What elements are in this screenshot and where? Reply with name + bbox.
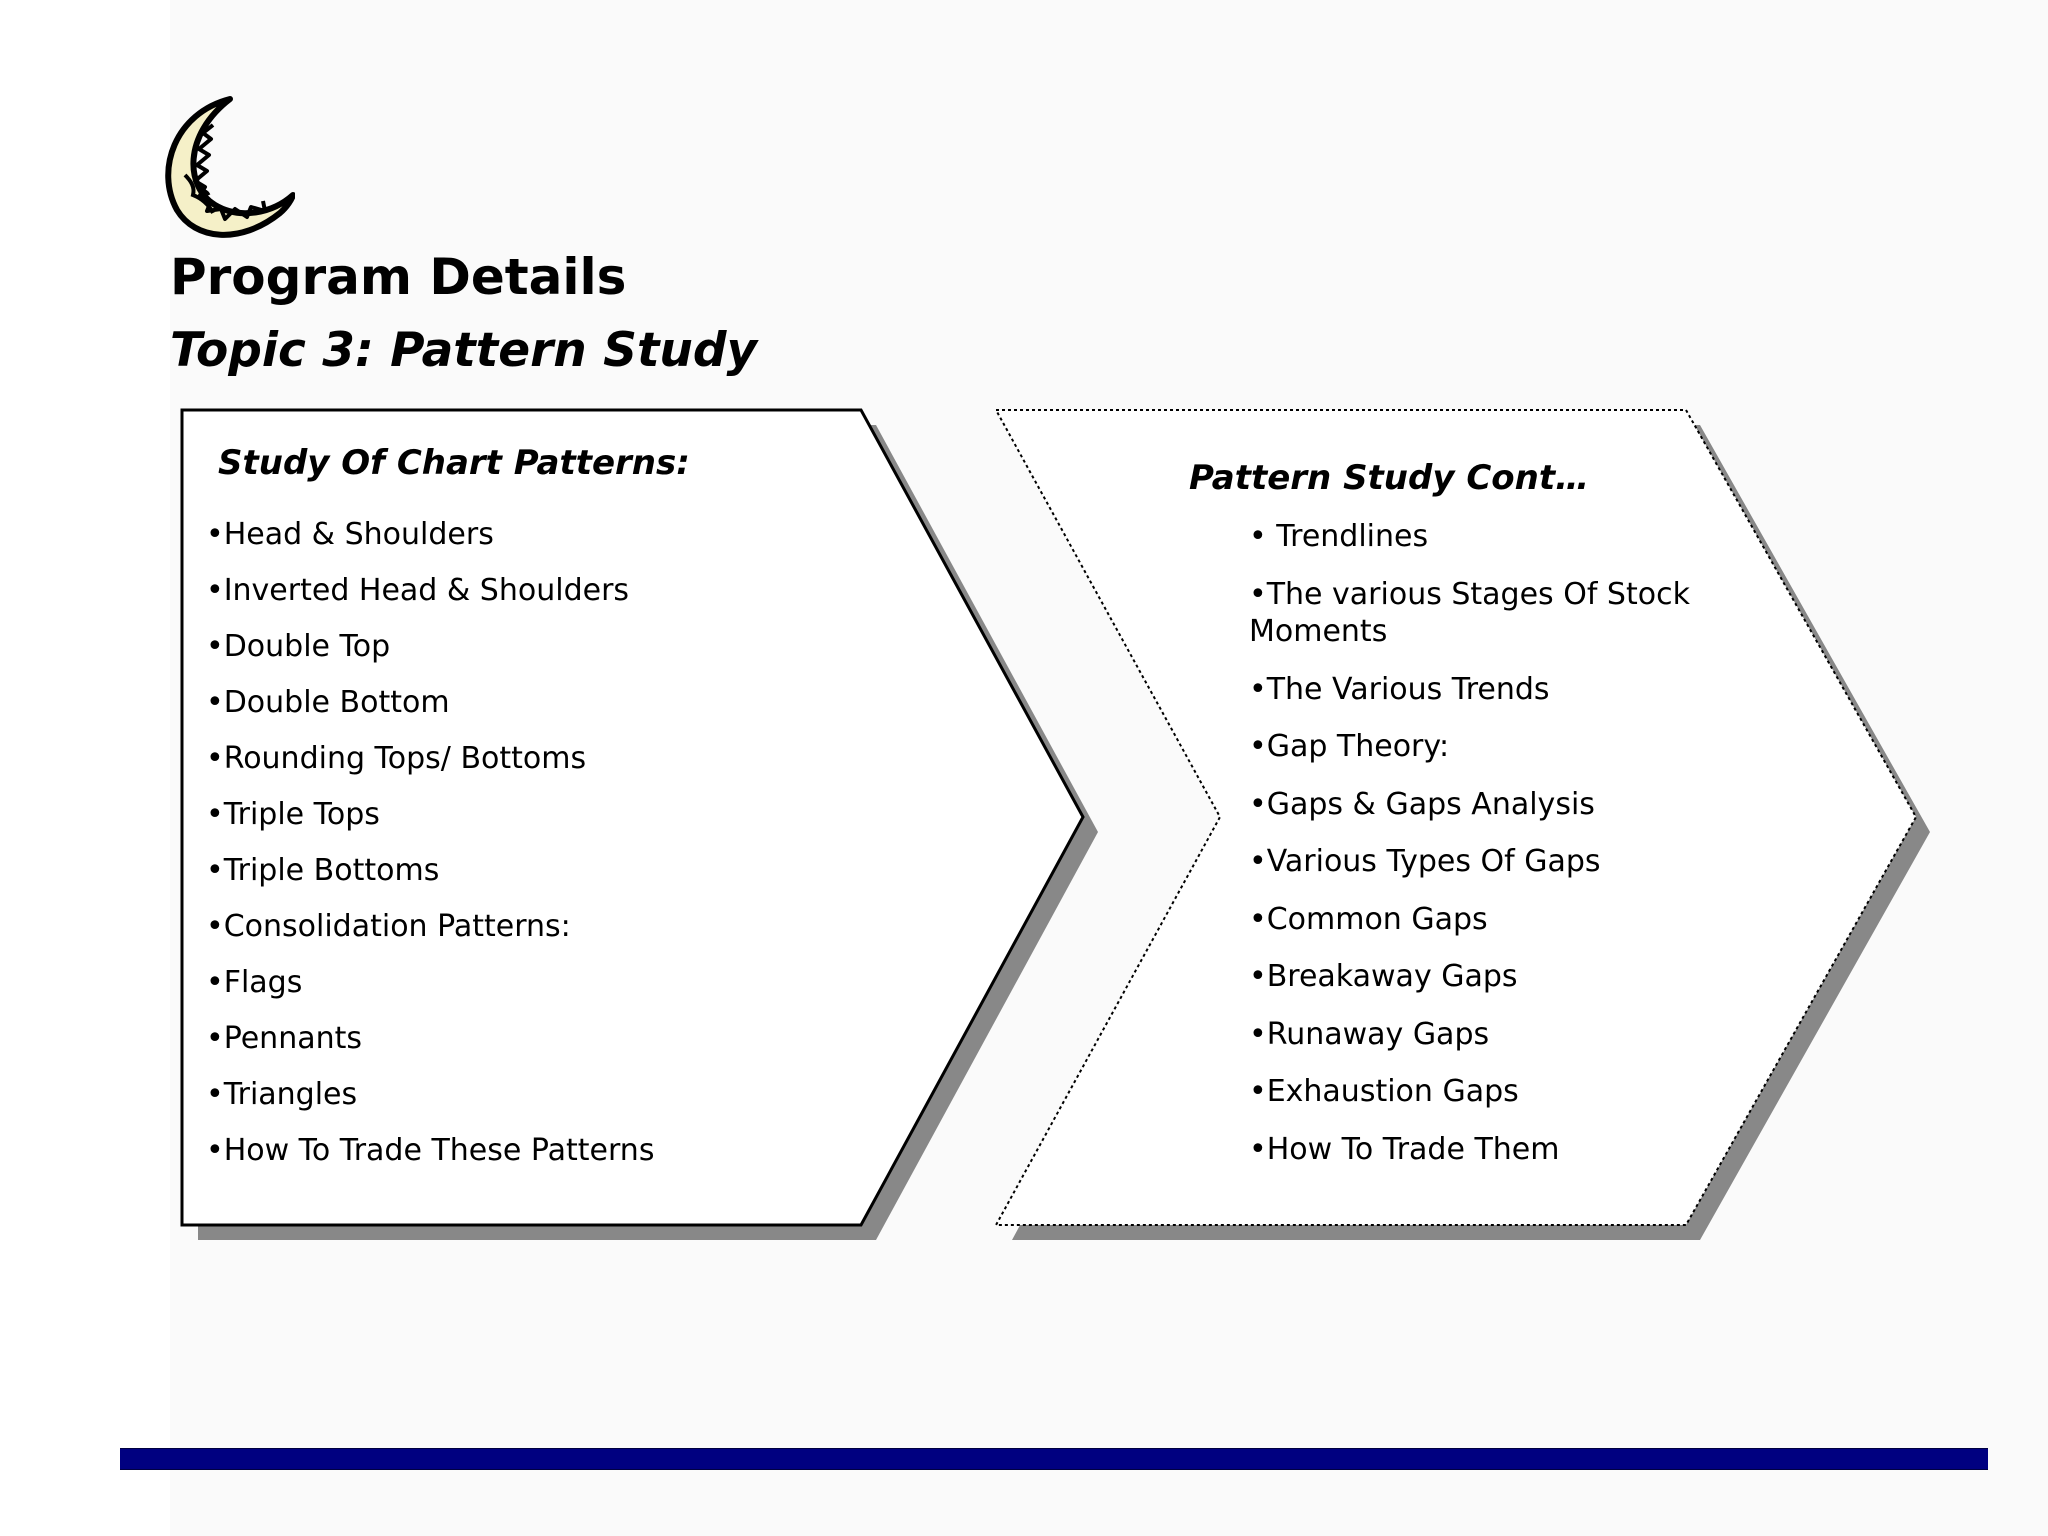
list-item: •How To Trade Them — [1249, 1131, 1560, 1167]
list-item: •Breakaway Gaps — [1249, 959, 1518, 994]
list-item: •Gap Theory: — [1249, 729, 1450, 764]
list-item: •Triple Bottoms — [206, 853, 440, 888]
page-subtitle: Topic 3: Pattern Study — [170, 323, 758, 378]
left-panel-heading: Study Of Chart Patterns: — [218, 443, 690, 483]
list-item: •Exhaustion Gaps — [1249, 1074, 1519, 1109]
list-item: •Inverted Head & Shoulders — [206, 573, 630, 608]
right-panel-list — [1249, 518, 1719, 1188]
list-item: •Consolidation Patterns: — [206, 909, 571, 944]
list-item: •Triple Tops — [206, 797, 380, 832]
list-item: •Triangles — [206, 1077, 358, 1112]
list-item — [1249, 576, 1719, 651]
list-item: •How To Trade These Patterns — [206, 1133, 655, 1168]
list-item: •The Various Trends — [1249, 671, 1550, 707]
left-panel-list — [206, 516, 654, 1188]
footer-bar — [120, 1448, 1988, 1470]
list-item: •Common Gaps — [1249, 901, 1488, 937]
list-item: •Double Top — [206, 629, 391, 664]
list-item: •Pennants — [206, 1021, 362, 1056]
list-item: •Rounding Tops/ Bottoms — [206, 741, 587, 776]
page-title: Program Details — [170, 248, 627, 306]
list-item: • Trendlines — [1249, 519, 1429, 554]
list-item: •Double Bottom — [206, 685, 450, 720]
right-panel-heading: Pattern Study Cont… — [1189, 458, 1590, 498]
list-item: •Flags — [206, 965, 303, 1000]
list-item: •Head & Shoulders — [206, 517, 494, 552]
list-item: •Gaps & Gaps Analysis — [1249, 786, 1595, 822]
list-item: •Runaway Gaps — [1249, 1016, 1490, 1052]
list-item-text: •The various Stages Of Stock Moments — [1249, 576, 1690, 649]
list-item: •Various Types Of Gaps — [1249, 844, 1601, 879]
